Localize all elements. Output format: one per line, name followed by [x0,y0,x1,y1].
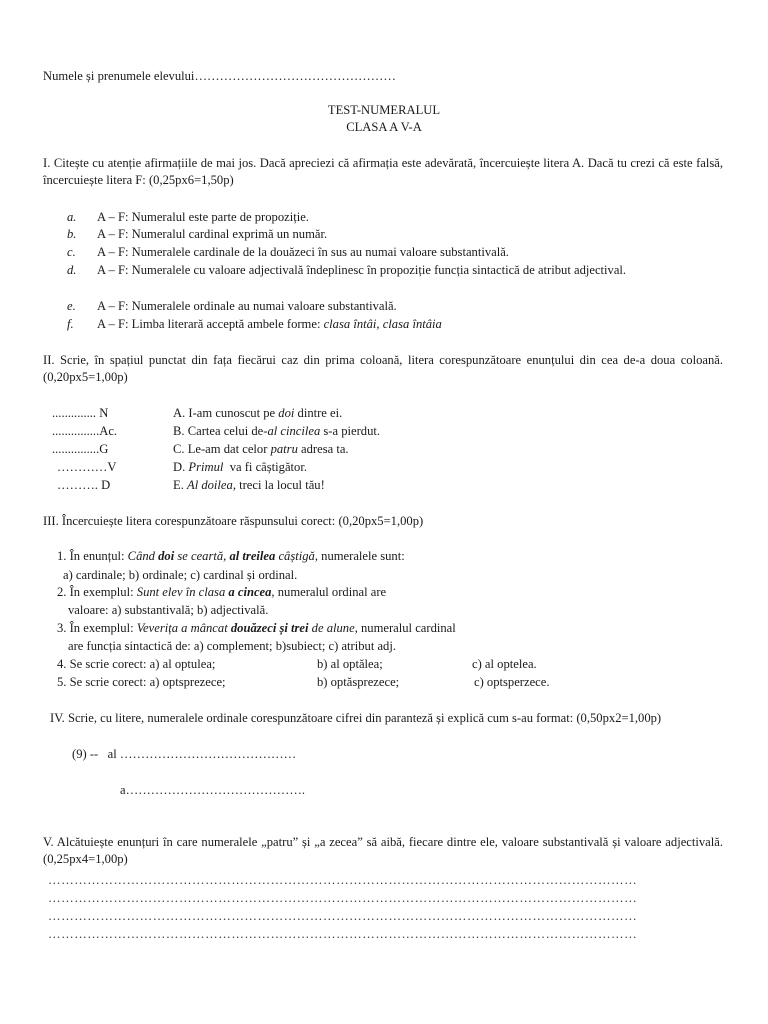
item-c-marker: c. [67,245,76,259]
answer-blank[interactable]: …………………………………… [119,747,297,761]
sentence-numeral: doi [278,406,295,420]
section-1-instruction: I. Citește cu atenție afirmațiile de mai jos. Dacă apreciezi că afirmația este adevărată, încercuiește litera A. Dacă tu crezi că este falsă, încercuiește litera F: (0,25px6=1,50p) [43,156,723,187]
question-1-options[interactable]: a) cardinale; b) ordinale; c) cardinal și ordinal. [63,568,298,582]
case-label: V [107,460,117,474]
highlighted-numeral: a cincea [228,585,272,599]
question-5[interactable] [57,674,226,690]
highlighted-numeral: al treilea [229,549,276,563]
question-number: 4. [57,657,67,671]
sentence-letter: C. [173,442,185,456]
question-text: În exemplul: [66,621,137,635]
highlighted-numeral: douăzeci și trei [230,621,309,635]
sentence-numeral: patru [270,442,298,456]
item-d-text[interactable]: A – F: Numeralele cu valoare adjectivală îndeplinesc în propoziție funcția sintactică de atribut adjectival. [97,263,627,277]
question-text: , numeralele sunt: [314,549,405,563]
student-name-blank[interactable]: ………………………………………… [194,69,396,83]
case-row-n[interactable] [52,405,108,421]
section-3-instruction: III. Încercuiește litera corespunzătoare răspunsului corect: (0,20px5=1,00p) [43,514,424,528]
sentence-c [173,441,349,457]
case-blank[interactable]: .............. [52,406,97,420]
example-text: de alune [308,621,355,635]
question-3 [57,620,456,636]
question-text: În enunțul: [66,549,128,563]
answer-line[interactable]: ……………………………………………………………………………………………………………………… [48,873,638,887]
student-name-label: Numele și prenumele elevului [43,69,195,83]
answer-prefix: a [120,783,126,797]
case-label: G [99,442,109,456]
section-5-instruction: V. Alcătuiește enunțuri în care numeralele „patru” și „a zecea” să aibă, fiecare dintre ele, valoare substantivală și valoare adjectivală. (0,25px4=1,00p) [43,835,723,866]
question-2-options[interactable]: valoare: a) substantivală; b) adjectivală. [68,603,269,617]
question-2 [57,584,386,600]
highlighted-numeral: doi [158,549,175,563]
item-e-marker: e. [67,299,76,313]
test-title: TEST-NUMERALUL [327,103,441,117]
answer-prefix: (9) -- al [72,747,117,761]
sentence-text: s-a pierdut. [320,424,381,438]
question-text: Se scrie corect: a) optsprezece; [66,675,226,689]
question-number: 2. [57,585,67,599]
question-text: Se scrie corect: a) al optulea; [66,657,216,671]
sentence-letter: B. [173,424,185,438]
question-1 [57,548,405,564]
student-name-line [43,68,396,84]
sentence-text: dintre ei. [294,406,343,420]
sentence-text: va fi câștigător. [223,460,307,474]
sentence-text: Cartea celui de- [184,424,268,438]
item-f-italic: clasa întâi, clasa întâia [323,317,442,331]
question-number: 1. [57,549,67,563]
question-text: , numeralul ordinal are [271,585,387,599]
section-2-instruction: II. Scrie, în spațiul punctat din fața fiecărui caz din prima coloană, litera corespunzătoare enunțului din cea de-a doua coloană. (0,20px5=1,00p) [43,353,723,384]
case-blank[interactable]: ………. [57,478,98,492]
question-number: 5. [57,675,67,689]
sentence-letter: D. [173,460,186,474]
answer-line[interactable]: ……………………………………………………………………………………………………………………… [48,927,638,941]
sentence-letter: A. [173,406,186,420]
ordinal-answer-line-2[interactable] [120,782,305,798]
case-label: N [99,406,109,420]
item-e-text[interactable]: A – F: Numeralele ordinale au numai valoare substantivală. [97,299,397,313]
answer-line[interactable]: ……………………………………………………………………………………………………………………… [48,891,638,905]
question-number: 3. [57,621,67,635]
ordinal-answer-line-1[interactable] [72,746,296,762]
item-a-marker: a. [67,210,77,224]
question-text: În exemplul: [66,585,137,599]
question-4[interactable] [57,656,215,672]
answer-blank[interactable]: ……………………………………. [125,783,306,797]
sentence-b [173,423,380,439]
case-blank[interactable]: ............... [52,424,100,438]
answer-line[interactable]: ……………………………………………………………………………………………………………………… [48,909,638,923]
item-c-text[interactable]: A – F: Numeralele cardinale de la douăzeci în sus au numai valoare substantivală. [97,245,509,259]
item-f-marker: f. [67,317,74,331]
question-5-option-c[interactable]: c) optsperzece. [474,675,550,689]
sentence-a [173,405,342,421]
sentence-text: Le-am dat celor [184,442,271,456]
case-blank[interactable]: ………… [57,460,108,474]
example-text: Veverița a mâncat [136,621,231,635]
sentence-e [173,477,325,493]
example-text: Sunt elev în clasa [136,585,229,599]
case-label: D [101,478,111,492]
sentence-text: adresa ta. [297,442,349,456]
item-b-text[interactable]: A – F: Numeralul cardinal exprimă un număr. [97,227,328,241]
item-a-text[interactable]: A – F: Numeralul este parte de propoziție. [97,210,309,224]
sentence-d [173,459,307,475]
case-label: Ac. [99,424,118,438]
item-f-text[interactable] [97,316,723,333]
item-f-plain: A – F: Limba literară acceptă ambele forme: [97,317,324,331]
sentence-numeral: al cincilea [267,424,321,438]
item-b-marker: b. [67,227,77,241]
sentence-numeral: Primul [188,460,224,474]
example-text: Când [127,549,159,563]
case-row-d[interactable] [57,477,110,493]
example-text: câștigă [275,549,315,563]
sentence-text: treci la locul tău! [235,478,325,492]
question-text: , numeralul cardinal [354,621,456,635]
case-row-v[interactable] [57,459,116,475]
sentence-numeral: Al doilea, [187,478,236,492]
section-4-instruction: IV. Scrie, cu litere, numeralele ordinale corespunzătoare cifrei din paranteză și explică cum s-au format: (0,50px2=1,00p) [50,711,662,725]
case-blank[interactable]: ............... [52,442,100,456]
question-4-option-c[interactable]: c) al optelea. [472,657,537,671]
test-class: CLASA A V-A [346,120,422,134]
sentence-letter: E. [173,478,184,492]
question-3-options[interactable]: are funcția sintactică de: a) complement; b)subiect; c) atribut adj. [68,639,396,653]
example-text: se ceartă, [174,549,230,563]
item-d-marker: d. [67,263,77,277]
question-4-option-b[interactable]: b) al optălea; [317,657,383,671]
question-5-option-b[interactable]: b) optăsprezece; [317,675,400,689]
sentence-text: I-am cunoscut pe [185,406,279,420]
case-row-g[interactable] [52,441,108,457]
case-row-ac[interactable] [52,423,117,439]
